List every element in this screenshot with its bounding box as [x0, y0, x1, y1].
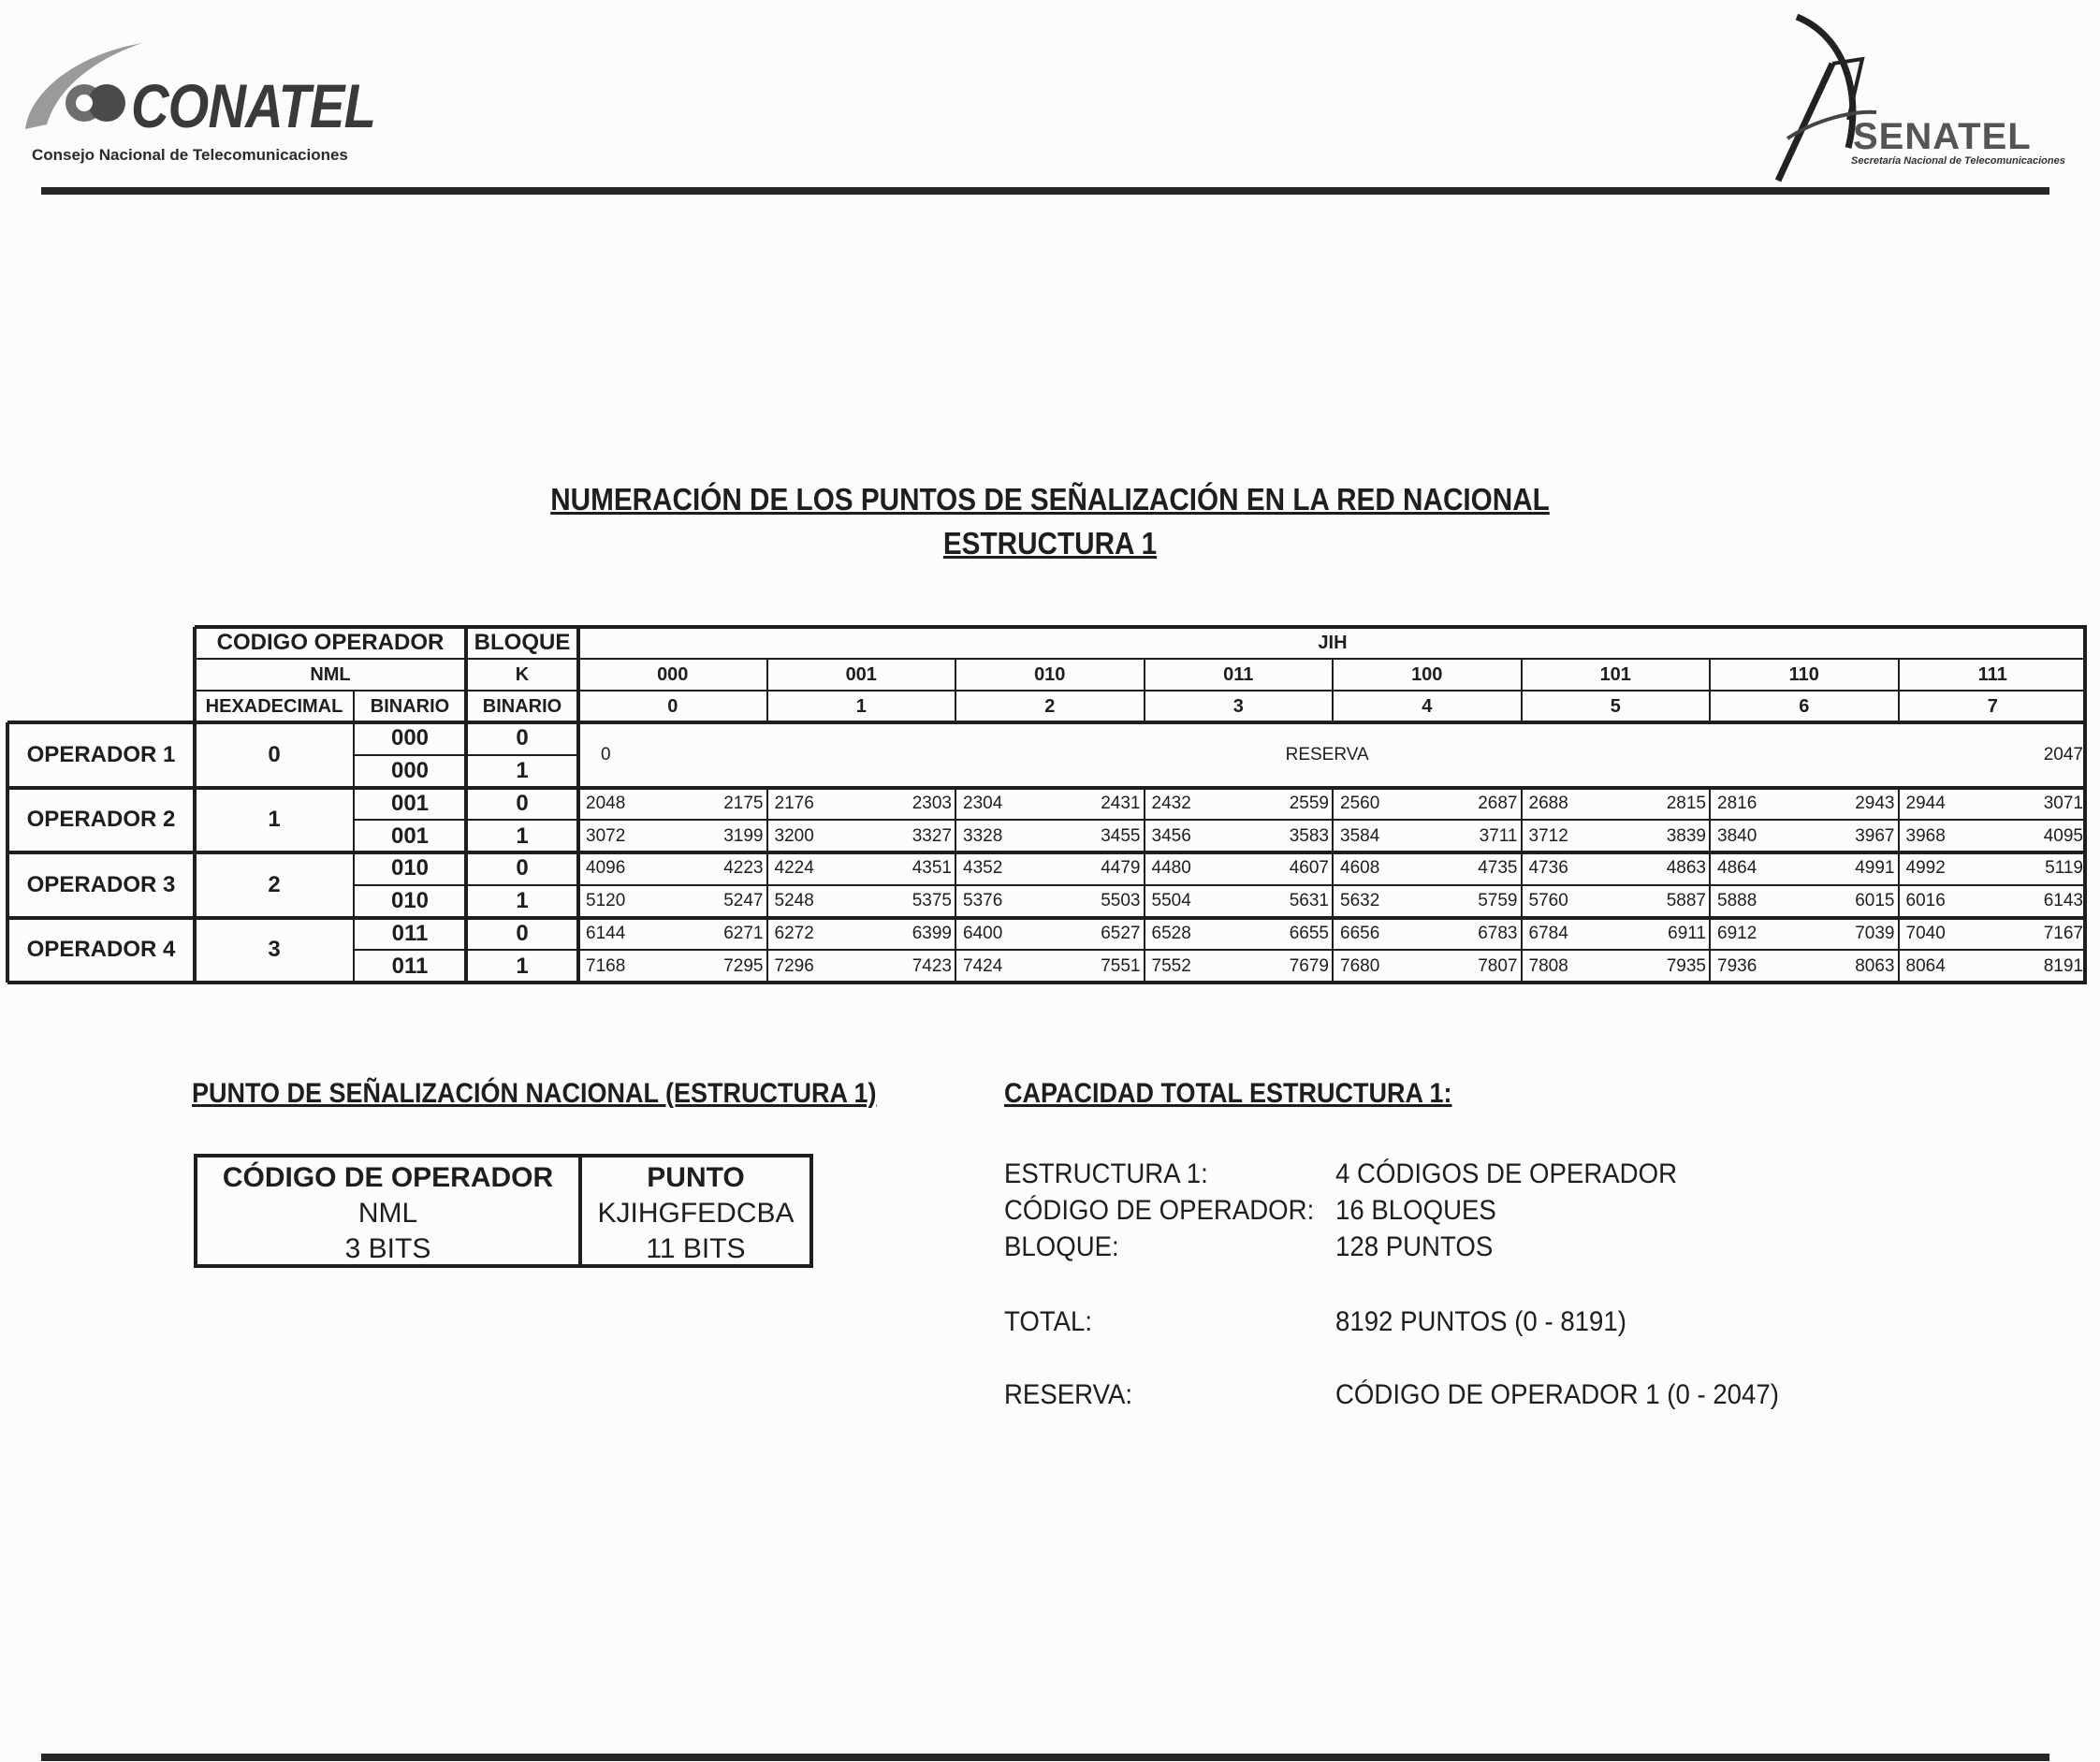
operator-hex: 1 [268, 807, 281, 833]
punto-line2: 11 BITS [646, 1233, 746, 1264]
range-start: 3456 [1151, 825, 1191, 846]
range-start: 2816 [1717, 793, 1757, 813]
operator-name: OPERADOR 1 [26, 741, 176, 767]
point-range-cell [1145, 885, 1334, 918]
capacity-value: 4 CÓDIGOS DE OPERADOR [1335, 1158, 1678, 1189]
range-start: 4864 [1717, 858, 1757, 879]
table-rule [466, 819, 578, 821]
point-range-cell [767, 852, 956, 885]
header-jih-binary: 010 [1034, 663, 1066, 685]
range-end: 6527 [1101, 923, 1141, 943]
range-end: 7039 [1855, 923, 1895, 943]
table-rule [466, 754, 578, 756]
range-start: 3712 [1528, 825, 1568, 846]
point-range-cell [1333, 950, 1522, 983]
range-end: 4863 [1666, 858, 1706, 879]
point-range-cell [578, 788, 767, 821]
table-rule [7, 851, 2087, 854]
operator-name: OPERADOR 4 [26, 937, 176, 963]
table-rule [1332, 788, 1334, 983]
header-codigo-operador: CODIGO OPERADOR [216, 630, 445, 655]
point-range-cell [578, 852, 767, 885]
point-range-cell [1899, 852, 2088, 885]
header-jih-binary: 110 [1788, 663, 1819, 685]
range-start: 4224 [774, 858, 814, 879]
range-start: 2560 [1340, 793, 1380, 813]
capacity-value: 8192 PUNTOS (0 - 8191) [1335, 1306, 1626, 1337]
range-start: 5120 [586, 891, 626, 911]
range-end: 7935 [1666, 955, 1706, 976]
header-jih-binary: 000 [657, 663, 689, 685]
row-k-binary: 1 [516, 888, 529, 914]
range-end: 6783 [1478, 923, 1518, 943]
point-range-cell [767, 885, 956, 918]
range-start: 2944 [1905, 793, 1946, 813]
row-k-binary: 1 [516, 758, 529, 784]
conatel-subtitle: Consejo Nacional de Telecomunicaciones [32, 146, 348, 164]
point-range-cell [1333, 852, 1522, 885]
range-end: 2303 [911, 793, 952, 813]
senatel-subtitle: Secretaría Nacional de Telecomunicaciones [1851, 155, 2065, 167]
range-start: 3584 [1340, 825, 1380, 846]
table-rule [955, 659, 956, 722]
punto-section-title: PUNTO DE SEÑALIZACIÓN NACIONAL (ESTRUCTURA 1) [192, 1078, 877, 1109]
range-end: 4607 [1289, 858, 1329, 879]
point-range-cell [1145, 918, 1334, 951]
punto-line1: KJIHGFEDCBA [597, 1198, 795, 1229]
point-range-cell [1710, 918, 1899, 951]
point-range-cell [1899, 950, 2088, 983]
range-end: 5759 [1478, 891, 1518, 911]
table-rule [955, 788, 956, 983]
point-range-cell [578, 950, 767, 983]
point-range-cell [1710, 950, 1899, 983]
range-end: 2687 [1478, 793, 1518, 813]
point-range-cell [767, 950, 956, 983]
reserve-label: RESERVA [1285, 744, 1369, 765]
range-end: 7807 [1478, 955, 1518, 976]
range-end: 7551 [1101, 955, 1141, 976]
row-nml-binary: 011 [391, 920, 429, 946]
table-rule [195, 658, 2087, 660]
point-range-cell [955, 852, 1145, 885]
table-rule [353, 691, 355, 983]
range-start: 6784 [1528, 923, 1568, 943]
header-jih-binary: 100 [1411, 663, 1443, 685]
conatel-logo [21, 36, 376, 176]
range-start: 7296 [774, 955, 814, 976]
range-start: 3200 [774, 825, 814, 846]
range-end: 4095 [2043, 825, 2083, 846]
table-rule [354, 819, 466, 821]
header-jih-decimal: 3 [1232, 695, 1244, 717]
capacity-value: 128 PUNTOS [1335, 1231, 1494, 1262]
header-jih-decimal: 7 [1987, 695, 1998, 717]
header-jih-decimal: 2 [1044, 695, 1056, 717]
row-nml-binary: 010 [390, 855, 430, 881]
table-rule [1709, 788, 1711, 983]
point-range-cell [1710, 852, 1899, 885]
point-range-cell [1333, 788, 1522, 821]
header-jih-decimal: 1 [855, 695, 867, 717]
row-k-binary: 0 [516, 790, 529, 816]
range-start: 6144 [586, 923, 626, 943]
page-title: NUMERACIÓN DE LOS PUNTOS DE SEÑALIZACIÓN EN LA RED NACIONAL [550, 482, 1550, 517]
table-rule [354, 884, 466, 886]
range-start: 7808 [1528, 955, 1568, 976]
header-binario-k: BINARIO [482, 695, 562, 717]
operator-code-header: CÓDIGO DE OPERADOR [222, 1162, 554, 1193]
capacity-value: 16 BLOQUES [1335, 1195, 1496, 1226]
range-start: 4096 [586, 858, 626, 879]
range-start: 2432 [1151, 793, 1191, 813]
range-start: 6400 [963, 923, 1003, 943]
reserve-start: 0 [601, 744, 611, 765]
range-end: 3967 [1855, 825, 1895, 846]
table-rule [1521, 659, 1523, 722]
table-rule [1898, 788, 1900, 983]
range-end: 5631 [1289, 891, 1329, 911]
range-end: 3711 [1479, 825, 1518, 846]
operator-hex: 0 [268, 741, 281, 767]
range-start: 3328 [963, 825, 1003, 846]
range-start: 4480 [1151, 858, 1191, 879]
range-start: 2048 [586, 793, 626, 813]
range-start: 7040 [1905, 923, 1946, 943]
point-range-cell [1145, 788, 1334, 821]
table-rule [195, 625, 2087, 629]
row-nml-binary: 000 [390, 758, 430, 784]
range-end: 3839 [1666, 825, 1706, 846]
header-jih-decimal: 4 [1422, 695, 1433, 717]
range-start: 2176 [774, 793, 814, 813]
range-start: 4352 [963, 858, 1003, 879]
operator-name: OPERADOR 2 [26, 807, 176, 833]
reserve-block [578, 722, 2087, 788]
range-start: 2688 [1528, 793, 1568, 813]
range-start: 5376 [963, 891, 1003, 911]
point-range-cell [1522, 918, 1711, 951]
header-jih-binary: 011 [1223, 663, 1254, 685]
point-range-cell [1522, 950, 1711, 983]
range-end: 6015 [1855, 891, 1895, 911]
range-start: 5632 [1340, 891, 1380, 911]
point-range-cell [955, 820, 1145, 852]
point-range-cell [1333, 820, 1522, 852]
range-start: 7552 [1151, 955, 1191, 976]
conatel-wordmark: CONATEL [131, 71, 376, 140]
range-start: 7680 [1340, 955, 1380, 976]
header-bloque: BLOQUE [474, 630, 571, 655]
range-end: 4991 [1855, 858, 1895, 879]
point-range-cell [1899, 820, 2088, 852]
range-start: 3840 [1717, 825, 1757, 846]
range-end: 3327 [911, 825, 952, 846]
range-end: 7167 [2043, 923, 2083, 943]
range-end: 3071 [2043, 793, 2083, 813]
point-range-cell [1145, 820, 1334, 852]
punto-header: PUNTO [647, 1162, 745, 1193]
range-start: 6016 [1905, 891, 1946, 911]
range-start: 5504 [1151, 891, 1191, 911]
header-jih-binary: 101 [1599, 663, 1631, 685]
table-rule [7, 721, 2087, 724]
top-rule [41, 187, 2049, 195]
row-k-binary: 1 [516, 823, 529, 849]
point-range-cell [1710, 820, 1899, 852]
range-end: 3455 [1101, 825, 1141, 846]
range-end: 6143 [2043, 891, 2083, 911]
header-hexadecimal: HEXADECIMAL [205, 695, 343, 717]
range-end: 2815 [1666, 793, 1706, 813]
point-range-cell [955, 788, 1145, 821]
point-range-cell [1710, 885, 1899, 918]
range-start: 6656 [1340, 923, 1380, 943]
point-range-cell [1145, 950, 1334, 983]
range-end: 5375 [911, 891, 952, 911]
range-end: 5887 [1666, 891, 1706, 911]
header-jih-decimal: 0 [667, 695, 678, 717]
table-rule [464, 627, 468, 983]
range-start: 6528 [1151, 923, 1191, 943]
range-start: 3072 [586, 825, 626, 846]
range-start: 7424 [963, 955, 1003, 976]
point-range-cell [1899, 918, 2088, 951]
range-start: 7168 [586, 955, 626, 976]
range-end: 6911 [1668, 923, 1706, 943]
row-nml-binary: 010 [390, 888, 430, 914]
page-subtitle: ESTRUCTURA 1 [942, 526, 1158, 561]
header-jih-decimal: 5 [1610, 695, 1621, 717]
point-range-cell [1899, 788, 2088, 821]
row-k-binary: 0 [516, 725, 529, 751]
operator-code-column [197, 1158, 578, 1267]
range-start: 5760 [1528, 891, 1568, 911]
range-end: 6271 [723, 923, 764, 943]
range-end: 7679 [1289, 955, 1329, 976]
table-rule [766, 659, 768, 722]
table-rule [1898, 659, 1900, 722]
operator-code-line1: NML [357, 1198, 418, 1229]
point-range-cell [767, 918, 956, 951]
table-rule [1709, 659, 1711, 722]
table-rule [354, 754, 466, 756]
header-nml: NML [310, 663, 351, 685]
range-start: 6912 [1717, 923, 1757, 943]
point-range-cell [1333, 918, 1522, 951]
point-range-cell [578, 885, 767, 918]
bottom-rule [41, 1754, 2049, 1761]
table-rule [1521, 788, 1523, 983]
range-end: 5503 [1101, 891, 1141, 911]
range-end: 7295 [723, 955, 764, 976]
range-start: 7936 [1717, 955, 1757, 976]
range-end: 8191 [2043, 955, 2083, 976]
range-start: 3968 [1905, 825, 1946, 846]
capacity-value: CÓDIGO DE OPERADOR 1 (0 - 2047) [1335, 1379, 1779, 1410]
point-range-cell [1710, 788, 1899, 821]
point-range-cell [1522, 788, 1711, 821]
row-nml-binary: 001 [390, 790, 430, 816]
capacity-label: ESTRUCTURA 1: [1004, 1158, 1208, 1189]
range-end: 5247 [723, 891, 764, 911]
operator-hex: 2 [268, 871, 281, 897]
range-start: 2304 [963, 793, 1003, 813]
table-rule [193, 627, 197, 983]
capacity-section-title: CAPACIDAD TOTAL ESTRUCTURA 1: [1004, 1078, 1452, 1109]
range-end: 4351 [911, 858, 952, 879]
table-rule [6, 722, 9, 983]
header-jih-binary: 111 [1977, 663, 2007, 685]
row-k-binary: 0 [516, 855, 529, 881]
point-range-cell [1522, 820, 1711, 852]
point-range-cell [955, 950, 1145, 983]
row-k-binary: 1 [516, 953, 529, 979]
header-jih-decimal: 6 [1799, 695, 1810, 717]
point-range-cell [1522, 885, 1711, 918]
capacity-label: CÓDIGO DE OPERADOR: [1004, 1195, 1315, 1226]
range-end: 2559 [1289, 793, 1329, 813]
range-start: 5888 [1717, 891, 1757, 911]
range-end: 3199 [723, 825, 764, 846]
senatel-wordmark: SENATEL [1853, 116, 2032, 157]
header-k: K [515, 663, 530, 685]
senatel-logo [1759, 7, 2065, 185]
range-end: 2431 [1101, 793, 1141, 813]
table-rule [576, 627, 580, 983]
range-end: 4735 [1478, 858, 1518, 879]
table-rule [354, 949, 466, 951]
range-end: 4479 [1101, 858, 1141, 879]
range-end: 2175 [723, 793, 764, 813]
row-nml-binary: 001 [390, 823, 430, 849]
table-rule [1332, 659, 1334, 722]
point-range-cell [955, 885, 1145, 918]
reserve-end: 2047 [2043, 744, 2083, 765]
table-rule [7, 916, 2087, 920]
range-end: 2943 [1855, 793, 1895, 813]
range-start: 4736 [1528, 858, 1568, 879]
table-rule [466, 884, 578, 886]
table-rule [195, 690, 2087, 692]
row-nml-binary: 011 [391, 953, 429, 979]
table-rule [7, 981, 2087, 984]
operator-hex: 3 [268, 937, 281, 963]
header-jih: JIH [1318, 632, 1348, 653]
range-start: 4992 [1905, 858, 1946, 879]
table-rule [766, 788, 768, 983]
range-end: 6399 [911, 923, 952, 943]
signaling-points-table [7, 627, 2087, 983]
range-start: 4608 [1340, 858, 1380, 879]
operator-name: OPERADOR 3 [26, 871, 176, 897]
operator-code-line2: 3 BITS [344, 1233, 431, 1264]
table-rule [7, 786, 2087, 790]
point-range-cell [955, 918, 1145, 951]
row-nml-binary: 000 [390, 725, 430, 751]
table-rule [1144, 659, 1145, 722]
capacity-label: TOTAL: [1004, 1306, 1093, 1337]
capacity-label: BLOQUE: [1004, 1231, 1119, 1262]
punto-structure-box [194, 1154, 813, 1268]
header-binario: BINARIO [370, 695, 450, 717]
table-rule [1144, 788, 1145, 983]
range-end: 4223 [723, 858, 764, 879]
table-rule [2083, 627, 2087, 983]
table-rule [466, 949, 578, 951]
range-start: 8064 [1905, 955, 1946, 976]
range-start: 5248 [774, 891, 814, 911]
point-range-cell [1899, 885, 2088, 918]
row-k-binary: 0 [516, 920, 529, 946]
header-jih-binary: 001 [845, 663, 877, 685]
range-start: 6272 [774, 923, 814, 943]
point-range-cell [767, 788, 956, 821]
range-end: 8063 [1855, 955, 1895, 976]
point-range-cell [578, 820, 767, 852]
point-range-cell [767, 820, 956, 852]
range-end: 5119 [2045, 858, 2083, 879]
point-range-cell [1522, 852, 1711, 885]
point-range-cell [1145, 852, 1334, 885]
range-end: 3583 [1289, 825, 1329, 846]
point-range-cell [1333, 885, 1522, 918]
punto-column [582, 1158, 809, 1267]
capacity-label: RESERVA: [1004, 1379, 1133, 1410]
point-range-cell [578, 918, 767, 951]
range-end: 6655 [1289, 923, 1329, 943]
range-end: 7423 [911, 955, 952, 976]
